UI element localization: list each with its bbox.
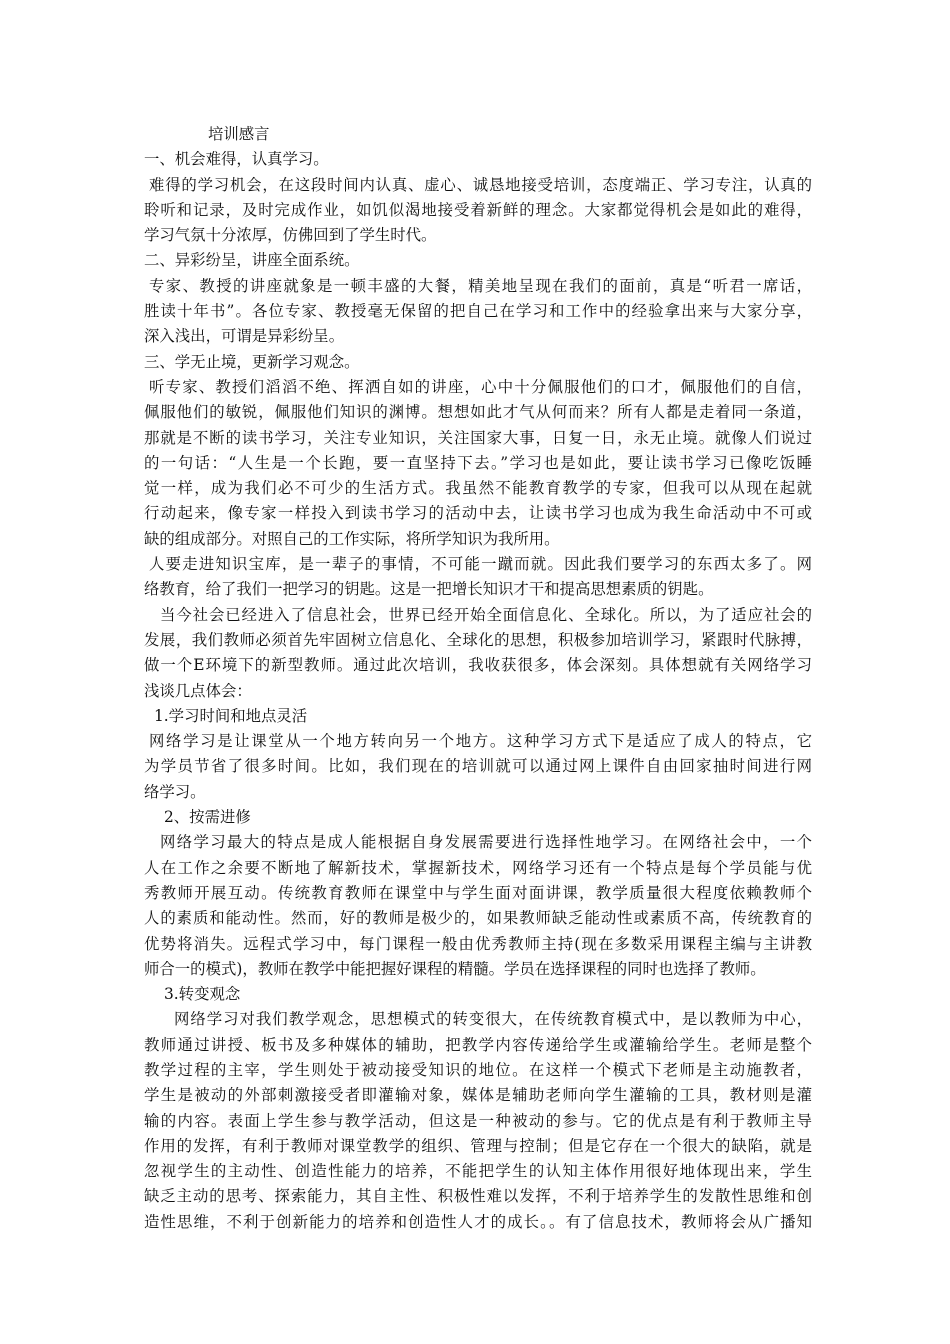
paragraph-line: 师合一的模式)，教师在教学中能把握好课程的精髓。学员在选择课程的同时也选择了教师。 bbox=[144, 959, 766, 978]
paragraph-line: 浅谈几点体会： bbox=[144, 681, 252, 700]
paragraph-line: 那就是不断的读书学习，关注专业知识，关注国家大事，日复一日，永无止境。就像人们说过 bbox=[144, 428, 812, 447]
paragraph-line: 网络学习最大的特点是成人能根据自身发展需要进行选择性地学习。在网络社会中，一个 bbox=[160, 833, 812, 852]
paragraph-line: 学生是被动的外部刺激接受者即灌输对象，媒体是辅助老师向学生灌输的工具，教材则是灌 bbox=[144, 1086, 812, 1105]
paragraph-line: 人要走进知识宝库，是一辈子的事情，不可能一蹴而就。因此我们要学习的东西太多了。网 bbox=[149, 555, 812, 574]
paragraph-line: 行动起来，像专家一样投入到读书学习的活动中去，让读书学习也成为我生命活动中不可或 bbox=[144, 504, 812, 523]
paragraph-line: 教学过程的主宰，学生则处于被动接受知识的地位。在这样一个模式下老师是主动施教者， bbox=[144, 1060, 812, 1079]
paragraph-line: 网络学习是让课堂从一个地方转向另一个地方。这种学习方式下是适应了成人的特点，它 bbox=[149, 732, 812, 751]
paragraph-line: 聆听和记录，及时完成作业，如饥似渴地接受着新鲜的理念。大家都觉得机会是如此的难得， bbox=[144, 200, 812, 219]
paragraph-line: 络学习。 bbox=[144, 782, 206, 801]
paragraph-line: 学习气氛十分浓厚，仿佛回到了学生时代。 bbox=[144, 226, 437, 245]
paragraph-line: 缺的组成部分。对照自己的工作实际，将所学知识为我所用。 bbox=[144, 529, 560, 548]
paragraph-line: 忽视学生的主动性、创造性能力的培养，不能把学生的认知主体作用很好地体现出来，学生 bbox=[144, 1162, 812, 1181]
paragraph-line: 的一句话：“人生是一个长跑，要一直坚持下去。”学习也是如此，要让读书学习已像吃饭睡 bbox=[144, 453, 812, 472]
document-body bbox=[144, 122, 812, 1235]
subheading-3: 3.转变观念 bbox=[164, 985, 241, 1004]
paragraph-line: 优势将消失。远程式学习中，每门课程一般由优秀教师主持(现在多数采用课程主编与主讲教 bbox=[144, 934, 812, 953]
paragraph-line: 做一个E环境下的新型教师。通过此次培训，我收获很多，体会深刻。具体想就有关网络学习 bbox=[144, 656, 812, 675]
paragraph-line: 络教育，给了我们一把学习的钥匙。这是一把增长知识才干和提高思想素质的钥匙。 bbox=[144, 580, 714, 599]
paragraph-line: 听专家、教授们滔滔不绝、挥洒自如的讲座，心中十分佩服他们的口才，佩服他们的自信， bbox=[149, 377, 812, 396]
paragraph-line: 秀教师开展互动。传统教育教师在课堂中与学生面对面讲课，教学质量很大程度依赖教师个 bbox=[144, 883, 812, 902]
document-title: 培训感言 bbox=[208, 125, 270, 143]
paragraph-line: 发展，我们教师必须首先牢固树立信息化、全球化的思想，积极参加培训学习，紧跟时代脉搏， bbox=[144, 630, 812, 649]
paragraph-line: 深入浅出，可谓是异彩纷呈。 bbox=[144, 327, 345, 346]
subheading-1: 1.学习时间和地点灵活 bbox=[154, 706, 308, 725]
section-heading-2: 二、异彩纷呈，讲座全面系统。 bbox=[144, 251, 360, 270]
paragraph-line: 缺乏主动的思考、探索能力，其自主性、积极性难以发挥，不利于培养学生的发散性思维和创 bbox=[144, 1187, 812, 1206]
paragraph-line: 当今社会已经进入了信息社会，世界已经开始全面信息化、全球化。所以，为了适应社会的 bbox=[160, 605, 812, 624]
paragraph-line: 造性思维，不利于创新能力的培养和创造性人才的成长。。有了信息技术，教师将会从广播知 bbox=[144, 1212, 812, 1231]
paragraph-line: 胜读十年书”。各位专家、教授毫无保留的把自己在学习和工作中的经验拿出来与大家分享， bbox=[144, 302, 812, 321]
paragraph-line: 网络学习对我们教学观念，思想模式的转变很大，在传统教育模式中，是以教师为中心， bbox=[174, 1010, 812, 1029]
paragraph-line: 作用的发挥，有利于教师对课堂教学的组织、管理与控制；但是它存在一个很大的缺陷，就是 bbox=[144, 1136, 812, 1155]
paragraph-line: 为学员节省了很多时间。比如，我们现在的培训就可以通过网上课件自由回家抽时间进行网 bbox=[144, 757, 812, 776]
paragraph-line: 教师通过讲授、板书及多种媒体的辅助，把教学内容传递给学生或灌输给学生。老师是整个 bbox=[144, 1035, 812, 1054]
paragraph-line: 输的内容。表面上学生参与教学活动，但这是一种被动的参与。它的优点是有利于教师主导 bbox=[144, 1111, 812, 1130]
paragraph-line: 难得的学习机会，在这段时间内认真、虚心、诚恳地接受培训，态度端正、学习专注，认真的 bbox=[149, 175, 812, 194]
paragraph-line: 专家、教授的讲座就象是一顿丰盛的大餐，精美地呈现在我们的面前，真是“听君一席话， bbox=[149, 276, 812, 295]
paragraph-line: 觉一样，成为我们必不可少的生活方式。我虽然不能教育教学的专家，但我可以从现在起就 bbox=[144, 479, 812, 498]
paragraph-line: 人在工作之余要不断地了解新技术，掌握新技术，网络学习还有一个特点是每个学员能与优 bbox=[144, 858, 812, 877]
paragraph-line: 佩服他们的敏锐，佩服他们知识的渊博。想想如此才气从何而来？所有人都是走着同一条道， bbox=[144, 403, 812, 422]
paragraph-line: 人的素质和能动性。然而，好的教师是极少的，如果教师缺乏能动性或素质不高，传统教育的 bbox=[144, 909, 812, 928]
section-heading-1: 一、机会难得，认真学习。 bbox=[144, 150, 329, 169]
subheading-2: 2、按需进修 bbox=[164, 808, 251, 827]
section-heading-3: 三、学无止境，更新学习观念。 bbox=[144, 352, 360, 371]
